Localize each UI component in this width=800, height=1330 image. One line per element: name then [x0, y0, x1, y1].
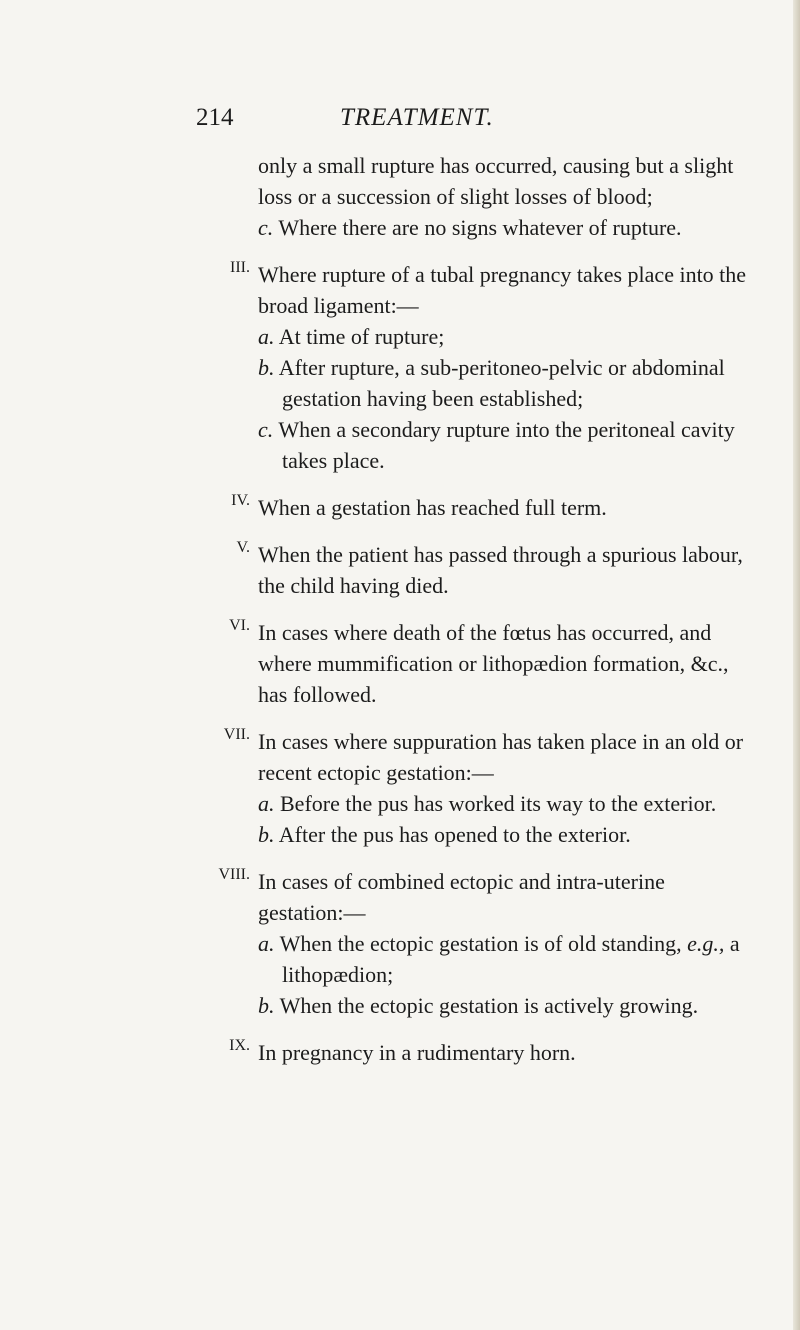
subitem-text: When the ectopic gestation is actively growing. — [279, 993, 699, 1018]
section-viii — [0, 866, 800, 928]
running-title: TREATMENT. — [340, 104, 494, 131]
subitem-c — [0, 414, 800, 476]
subitem-text: Before the pus has worked its way to the exterior. — [280, 791, 717, 816]
subitem-label: a. — [258, 324, 275, 349]
page-header — [0, 104, 800, 134]
section-vi — [0, 617, 800, 710]
subitem-label: a. — [258, 791, 275, 816]
section-text: In cases where suppuration has taken place in an old or recent ectopic gestation:— — [258, 729, 744, 785]
section-text: In cases where death of the fœtus has occurred, and where mummification or lithopædion formation, &c., has followed. — [258, 620, 729, 707]
page-number: 214 — [196, 104, 234, 131]
section-numeral: VIII. — [218, 866, 250, 883]
subitem-b — [0, 352, 800, 414]
continued-paragraph: only a small rupture has occurred, causing but a slight loss or a succession of slight losses of blood; — [258, 153, 734, 209]
section-numeral: IX. — [229, 1037, 250, 1054]
subitem-a — [0, 321, 800, 352]
subitem-abbreviation: e.g., — [687, 931, 725, 956]
subitem-text: After rupture, a sub-peritoneo-pelvic or abdominal gestation having been established; — [278, 355, 725, 411]
page-body — [0, 150, 800, 1068]
subitem-text-continued: a lithopædion; — [282, 931, 740, 987]
section-numeral: V. — [236, 539, 250, 556]
subitem-text: When a secondary rupture into the peritoneal cavity takes place. — [278, 417, 735, 473]
section-ix — [0, 1037, 800, 1068]
subitem-b — [0, 819, 800, 850]
subitem-a — [0, 788, 800, 819]
subitem-label: c. — [258, 215, 274, 240]
subitem-text: After the pus has opened to the exterior. — [278, 822, 631, 847]
section-numeral: IV. — [231, 492, 250, 509]
section-text: When a gestation has reached full term. — [258, 495, 607, 520]
subitem-b — [0, 990, 800, 1021]
section-text: When the patient has passed through a spurious labour, the child having died. — [258, 542, 743, 598]
section-text: In cases of combined ectopic and intra-uterine gestation:— — [258, 869, 665, 925]
subitem-text: When the ectopic gestation is of old standing, — [279, 931, 682, 956]
subitem-c — [0, 212, 800, 243]
subitem-label: b. — [258, 822, 275, 847]
section-iii — [0, 259, 800, 321]
section-numeral: III. — [230, 259, 250, 276]
subitem-label: b. — [258, 355, 275, 380]
section-numeral: VI. — [229, 617, 250, 634]
section-vii — [0, 726, 800, 788]
section-v — [0, 539, 800, 601]
subitem-text: Where there are no signs whatever of rupture. — [278, 215, 682, 240]
section-text: In pregnancy in a rudimentary horn. — [258, 1040, 576, 1065]
subitem-label: a. — [258, 931, 275, 956]
section-text: Where rupture of a tubal pregnancy takes place into the broad ligament:— — [258, 262, 747, 318]
subitem-text: At time of rupture; — [278, 324, 445, 349]
subitem-label: c. — [258, 417, 274, 442]
subitem-a — [0, 928, 800, 990]
section-iv — [0, 492, 800, 523]
section-numeral: VII. — [223, 726, 250, 743]
subitem-label: b. — [258, 993, 275, 1018]
